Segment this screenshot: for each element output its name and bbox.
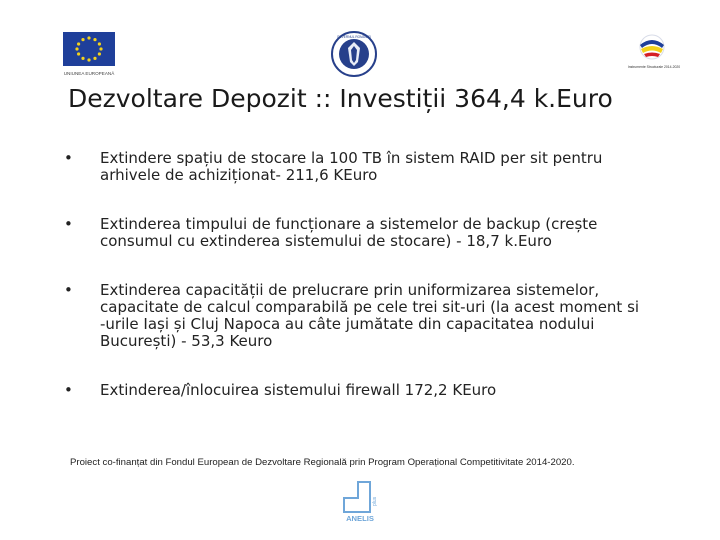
anelis-logo-plus: plus [372, 496, 378, 506]
gov-logo-caption: GUVERNUL ROMÂNIEI [336, 35, 372, 39]
bullet-dot: • [64, 215, 73, 233]
bullet-line: Extinderea/înlocuirea sistemului firewall 172,2 KEuro [100, 381, 497, 399]
bullet-line: consumul cu extinderea sistemului de stocare) - 18,7 k.Euro [100, 232, 552, 250]
bullet-item [58, 382, 683, 399]
bullet-line: Extinderea capacității de prelucrare prin uniformizarea sistemelor, [100, 281, 600, 299]
bullet-item [58, 216, 683, 250]
ro-logo-caption: Instrumente Structurale 2014-2020 [627, 65, 681, 69]
bullet-line: -urile Iași și Cluj Napoca au câte jumătate din capacitatea nodului [100, 315, 595, 333]
bullet-line: Extinderea timpului de funcționare a sistemelor de backup (crește [100, 215, 598, 233]
eu-flag-logo [61, 30, 117, 78]
eu-logo-caption: UNIUNEA EUROPEANĂ [63, 71, 115, 76]
slide-title: Dezvoltare Depozit :: Investiții 364,4 k.Euro [68, 84, 613, 113]
structural-instruments-logo [622, 30, 686, 78]
bullet-line: Extindere spațiu de stocare la 100 TB în sistem RAID per sit pentru [100, 149, 603, 167]
anelis-logo [340, 476, 384, 524]
bullet-dot: • [64, 149, 73, 167]
bullet-list [58, 150, 683, 399]
bullet-dot: • [64, 281, 73, 299]
bullet-dot: • [64, 381, 73, 399]
government-seal-logo [330, 30, 378, 78]
funding-note: Proiect co-finanțat din Fondul European de Dezvoltare Regională prin Program Operațional Competitivitate 2014-2020. [70, 457, 575, 468]
bullet-line: arhivele de achiziționat- 211,6 KEuro [100, 166, 378, 184]
bullet-item [58, 150, 683, 184]
anelis-logo-text: ANELIS [346, 514, 374, 523]
bullet-item [58, 282, 683, 350]
bullet-line: București) - 53,3 Keuro [100, 332, 273, 350]
bullet-line: capacitate de calcul comparabilă pe cele trei sit-uri (la acest moment si [100, 298, 640, 316]
